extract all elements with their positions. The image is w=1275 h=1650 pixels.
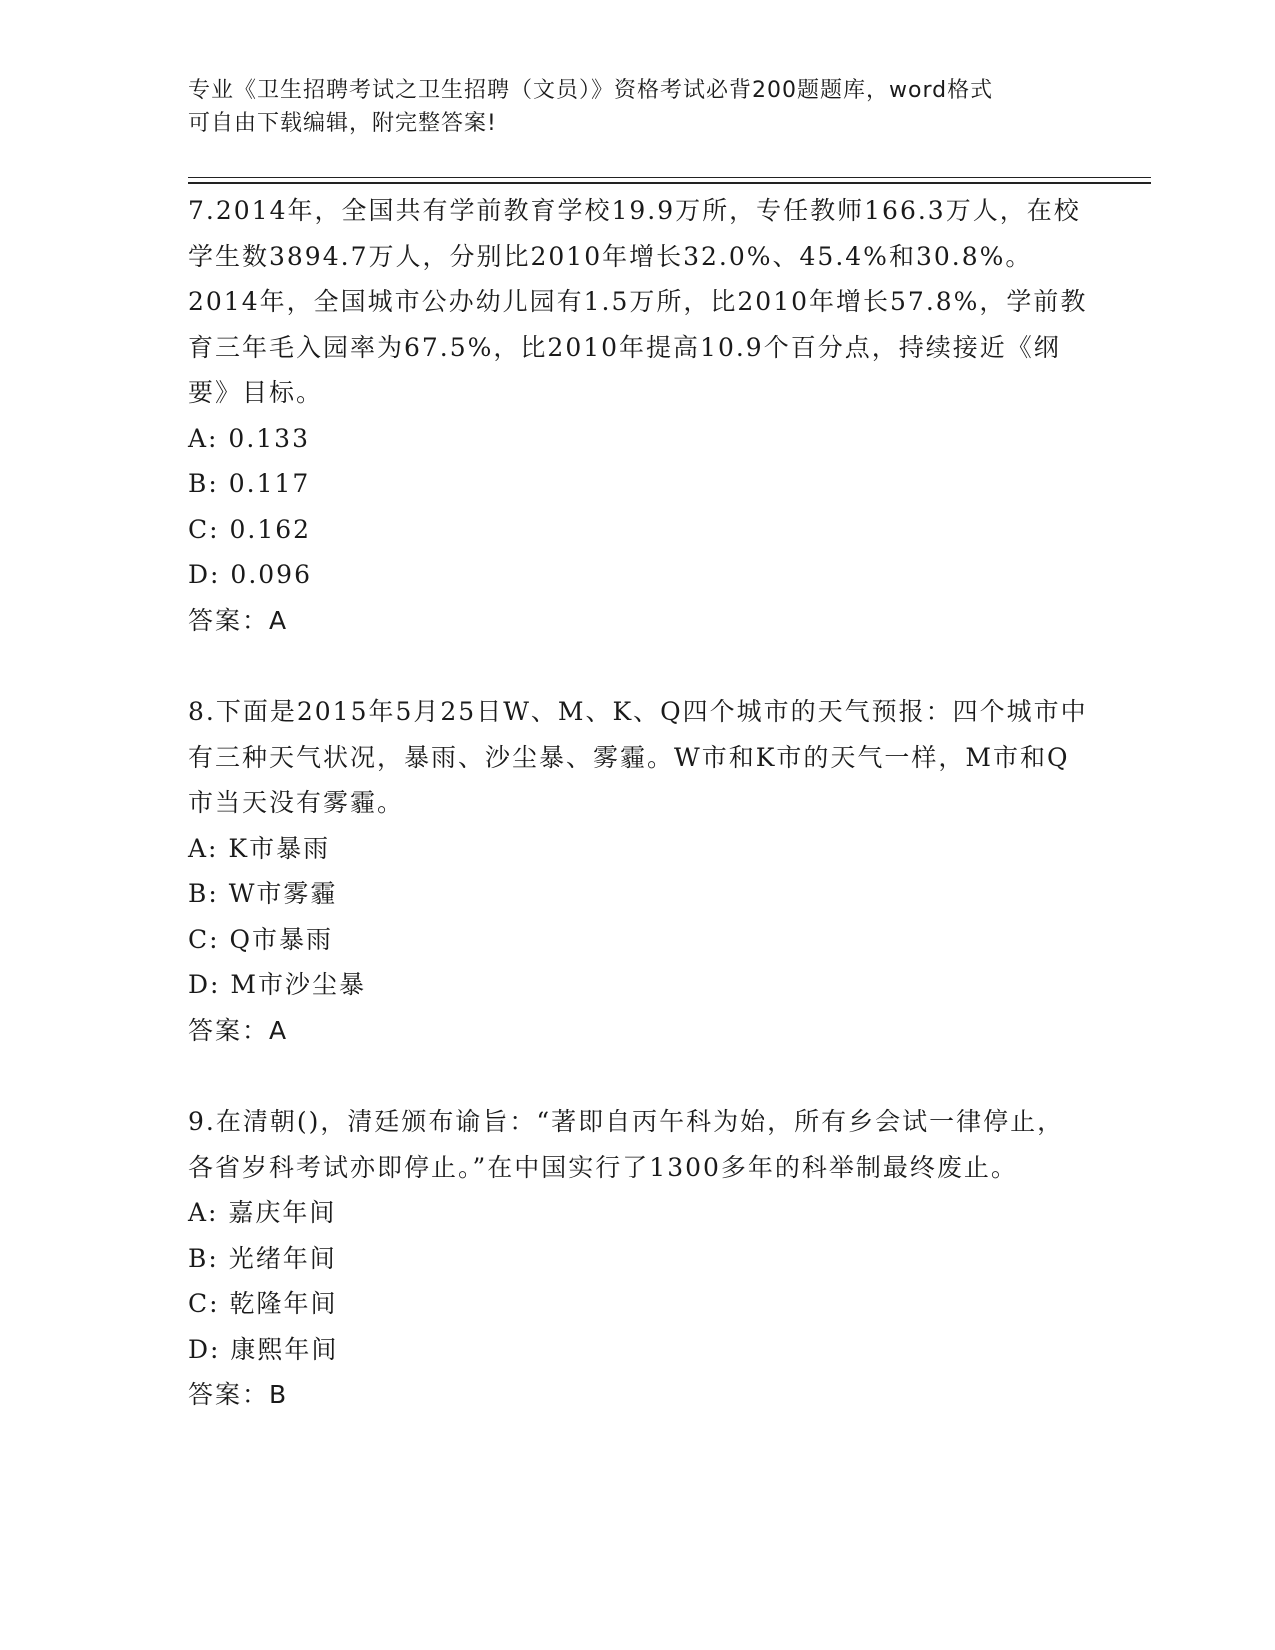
option-c: C: 乾隆年间 <box>188 1289 338 1318</box>
header-line-1: 专业《卫生招聘考试之卫生招聘（文员）》资格考试必背200题题库，word格式 <box>188 78 994 103</box>
answer-line: 答案：B <box>188 1380 289 1409</box>
option-b: B: 光绪年间 <box>188 1243 337 1273</box>
option-a: A: 0.133 <box>188 423 310 453</box>
option-a: A: K市暴雨 <box>188 833 331 863</box>
option-c: C: Q市暴雨 <box>188 924 333 954</box>
answer-line: 答案：A <box>188 1015 289 1045</box>
header-divider-thick <box>188 182 1151 184</box>
option-d: D: 康熙年间 <box>188 1334 339 1364</box>
document-header <box>188 74 1088 140</box>
question-9 <box>188 1099 1088 1418</box>
question-text: 8.下面是2015年5月25日W、M、K、Q四个城市的天气预报：四个城市中有三种天气状况，暴雨、沙尘暴、雾霾。W市和K市的天气一样，M市和Q市当天没有雾霾。 <box>188 697 1088 817</box>
question-text: 9.在清朝()，清廷颁布谕旨：“著即自丙午科为始，所有乡会试一律停止，各省岁科考试亦即停止。”在中国实行了1300多年的科举制最终废止。 <box>188 1107 1065 1182</box>
question-7 <box>188 188 1088 643</box>
question-text: 7.2014年，全国共有学前教育学校19.9万所，专任教师166.3万人，在校学生数3894.7万人，分别比2010年增长32.0%、45.4%和30.8%。2014年，全国城市公办幼儿园有1.5万所，比2010年增长57.8%，学前教育三年毛入园率为67.5%，比2010年提高10.9个百分点，持续接近《纲要》目标。 <box>188 196 1088 407</box>
option-d: D: M市沙尘暴 <box>188 970 367 999</box>
option-b: B: W市雾霾 <box>188 879 338 908</box>
option-c: C: 0.162 <box>188 514 312 544</box>
option-a: A: 嘉庆年间 <box>188 1198 337 1227</box>
option-d: D: 0.096 <box>188 560 312 589</box>
header-divider-thin <box>188 177 1151 178</box>
question-list <box>188 188 1088 1464</box>
question-8 <box>188 689 1088 1053</box>
option-b: B: 0.117 <box>188 469 311 498</box>
header-line-2: 可自由下载编辑，附完整答案! <box>188 111 497 136</box>
answer-line: 答案：A <box>188 605 289 635</box>
